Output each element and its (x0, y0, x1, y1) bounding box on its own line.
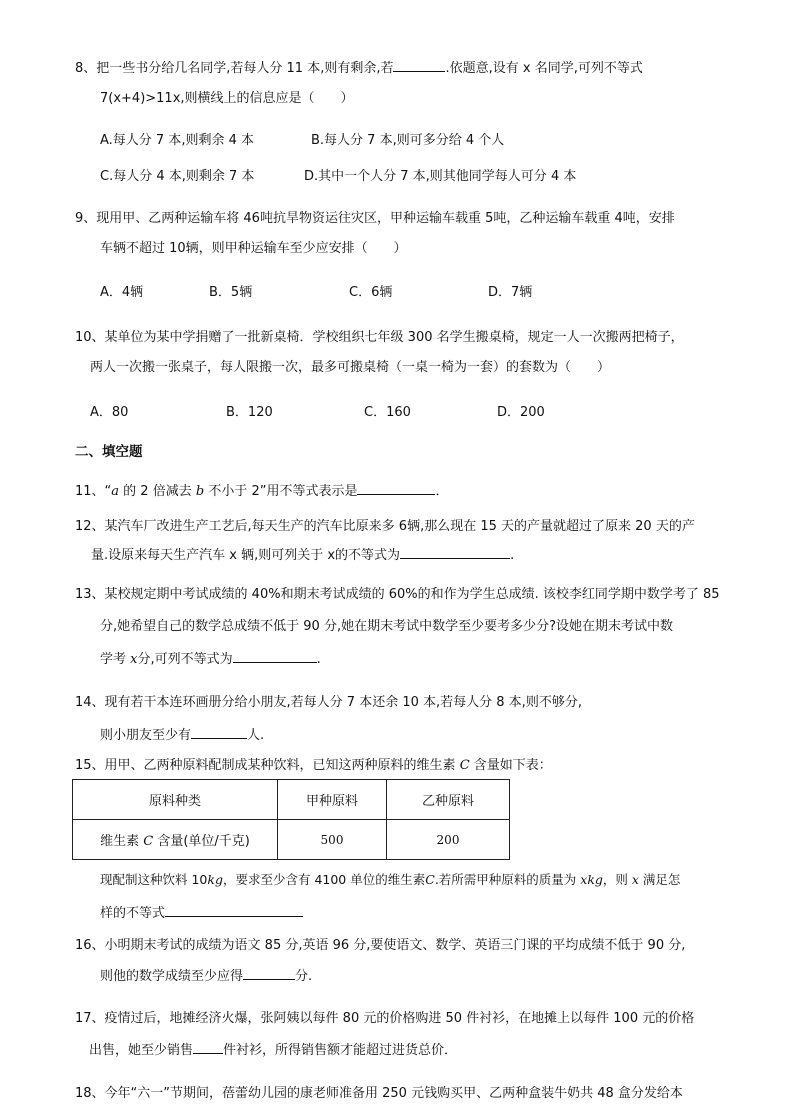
q8-option-d: D.其中一个人分 7 本,则其他同学每人可分 4 本 (304, 169, 577, 184)
q18-line1: 18、今年“六一”节期间，蓓蕾幼儿园的康老师准备用 250 元钱购买甲、乙两种盒装牛奶共 48 盒分发给本 (75, 1086, 683, 1101)
q15-intro (75, 757, 552, 775)
table-cell-text-b: 含量(单位/千克) (153, 834, 250, 849)
q12-answer-blank[interactable] (400, 545, 510, 559)
table-cell (73, 820, 278, 860)
q13-text-a: 学考 (100, 652, 131, 667)
q8-text-b: .依题意,设有 x 名同学,可列不等式 (445, 61, 643, 76)
q10-option-a: A．80 (90, 405, 129, 420)
q16-line2 (100, 966, 312, 986)
q15-after-f: 满足怎 (638, 872, 681, 887)
q13-var-x: x (130, 652, 138, 667)
table-cell: 500 (278, 820, 387, 860)
q11-text-end: ． (435, 484, 449, 499)
q15-after-e: ，则 (602, 872, 632, 887)
q9-line1: 9、现用甲、乙两种运输车将 46吨抗旱物资运往灾区，甲种运输车载重 5吨，乙种运输车载重 4吨，安排 (75, 211, 675, 226)
table-header-cell: 乙种原料 (387, 780, 510, 820)
q11-text-mid: 的 2 倍减去 (119, 484, 196, 499)
q13-line3 (100, 649, 321, 669)
q15-after-line2 (100, 903, 303, 923)
q15-var-xkg: xkg (580, 872, 603, 887)
q11-var-a: a (111, 484, 120, 499)
q12-line2 (91, 545, 514, 565)
table-cell: 200 (387, 820, 510, 860)
q15-intro-a: 15、用甲、乙两种原料配制成某种饮料，已知这两种原料的维生素 (75, 758, 460, 773)
q15-intro-c: C (459, 758, 470, 773)
q13-text-b: 分,可列不等式为 (137, 652, 233, 667)
q15-after-line1 (100, 871, 680, 889)
q13-line2: 分,她希望自己的数学总成绩不低于 90 分,她在期末考试中数学至少要考多少分?设她在期末考试中数 (100, 619, 673, 634)
q15-unit-kg: kg (207, 872, 223, 887)
q17-line2 (89, 1040, 457, 1060)
q11-answer-blank[interactable] (357, 481, 435, 495)
q9-option-b: B．5辆 (209, 285, 253, 300)
q8-text-a: 8、把一些书分给几名同学,若每人分 11 本,则有剩余,若 (75, 61, 394, 76)
q15-after-a: 现配制这种饮料 10 (100, 872, 208, 887)
q15-after-line2-text: 样的不等式 (100, 906, 166, 921)
table-cell-text-a: 维生素 (100, 834, 144, 849)
q13-answer-blank[interactable] (233, 649, 317, 663)
table-row (73, 780, 510, 820)
q15-var-x: x (631, 872, 639, 887)
q16-answer-blank[interactable] (243, 966, 295, 980)
q13-text-c: . (316, 652, 321, 667)
q8-line1 (75, 58, 643, 78)
q8-line2: 7(x+4)>11x,则横线上的信息应是（ ） (100, 91, 354, 106)
vitamin-c-table (72, 779, 510, 860)
q12-text-b: . (510, 548, 515, 563)
q17-text-a: 出售，她至少销售 (89, 1043, 194, 1058)
q11-var-b: b (195, 484, 205, 499)
q8-option-b: B.每人分 7 本,则可多分给 4 个人 (311, 133, 505, 148)
q12-text-a: 量.设原来每天生产汽车 x 辆,则可列关于 x的不等式为 (91, 548, 401, 563)
q8-option-a: A.每人分 7 本,则剩余 4 本 (100, 133, 255, 148)
q15-after-d: .若所需甲种原料的质量为 (434, 872, 581, 887)
q11-line (75, 481, 448, 501)
q9-option-a: A．4辆 (100, 285, 144, 300)
q15-answer-blank[interactable] (165, 903, 303, 917)
table-header-cell: 原料种类 (73, 780, 278, 820)
q10-option-b: B．120 (226, 405, 273, 420)
q14-text-b: 人. (247, 728, 265, 743)
q10-option-c: C．160 (364, 405, 411, 420)
q14-line2 (100, 725, 264, 745)
table-row (73, 820, 510, 860)
q17-line1: 17、疫情过后，地摊经济火爆，张阿姨以每件 80 元的价格购进 50 件衬衫，在地摊上以每件 100 元的价格 (75, 1011, 695, 1026)
q9-option-c: C．6辆 (349, 285, 393, 300)
table-cell-var-c: C (143, 834, 154, 849)
q8-option-c: C.每人分 4 本,则剩余 7 本 (100, 169, 255, 184)
q15-intro-b: 含量如下表： (469, 758, 552, 773)
q9-line2: 车辆不超过 10辆，则甲种运输车至少应安排（ ） (100, 241, 407, 256)
q15-after-b: ，要求至少含有 4100 单位的维生素 (222, 872, 426, 887)
q15-var-c: C (425, 872, 435, 887)
q12-line1: 12、某汽车厂改进生产工艺后,每天生产的汽车比原来多 6辆,那么现在 15 天的产量就超过了原来 20 天的产 (75, 519, 695, 534)
q10-line2: 两人一次搬一张桌子，每人限搬一次，最多可搬桌椅（一桌一椅为一套）的套数为（ ） (90, 360, 611, 375)
q13-line1: 13、某校规定期中考试成绩的 40%和期末考试成绩的 60%的和作为学生总成绩. 该校李红同学期中数学考了 85 (75, 587, 720, 602)
q14-line1: 14、现有若干本连环画册分给小朋友,若每人分 7 本还余 10 本,若每人分 8 本,则不够分, (75, 695, 582, 710)
q14-text-a: 则小朋友至少有 (100, 728, 192, 743)
table-header-cell: 甲种原料 (278, 780, 387, 820)
q16-text-b: 分. (295, 969, 313, 984)
q16-line1: 16、小明期末考试的成绩为语文 85 分,英语 96 分,要使语文、数学、英语三门课的平均成绩不低于 90 分, (75, 938, 686, 953)
q11-text-post: 不小于 2”用不等式表示是 (204, 484, 358, 499)
section-heading-fill-in: 二、填空题 (75, 444, 143, 460)
q17-text-b: 件衬衫，所得销售额才能超过进货总价． (223, 1043, 458, 1058)
q16-text-a: 则他的数学成绩至少应得 (100, 969, 244, 984)
q10-line1: 10、某单位为某中学捐赠了一批新桌椅．学校组织七年级 300 名学生搬桌椅，规定一人一次搬两把椅子， (75, 330, 684, 345)
q14-answer-blank[interactable] (191, 725, 247, 739)
q11-text-pre: 11、“ (75, 484, 112, 499)
q17-answer-blank[interactable] (193, 1040, 223, 1054)
q8-answer-blank[interactable] (393, 58, 445, 72)
q9-option-d: D．7辆 (488, 285, 533, 300)
q10-option-d: D．200 (497, 405, 545, 420)
